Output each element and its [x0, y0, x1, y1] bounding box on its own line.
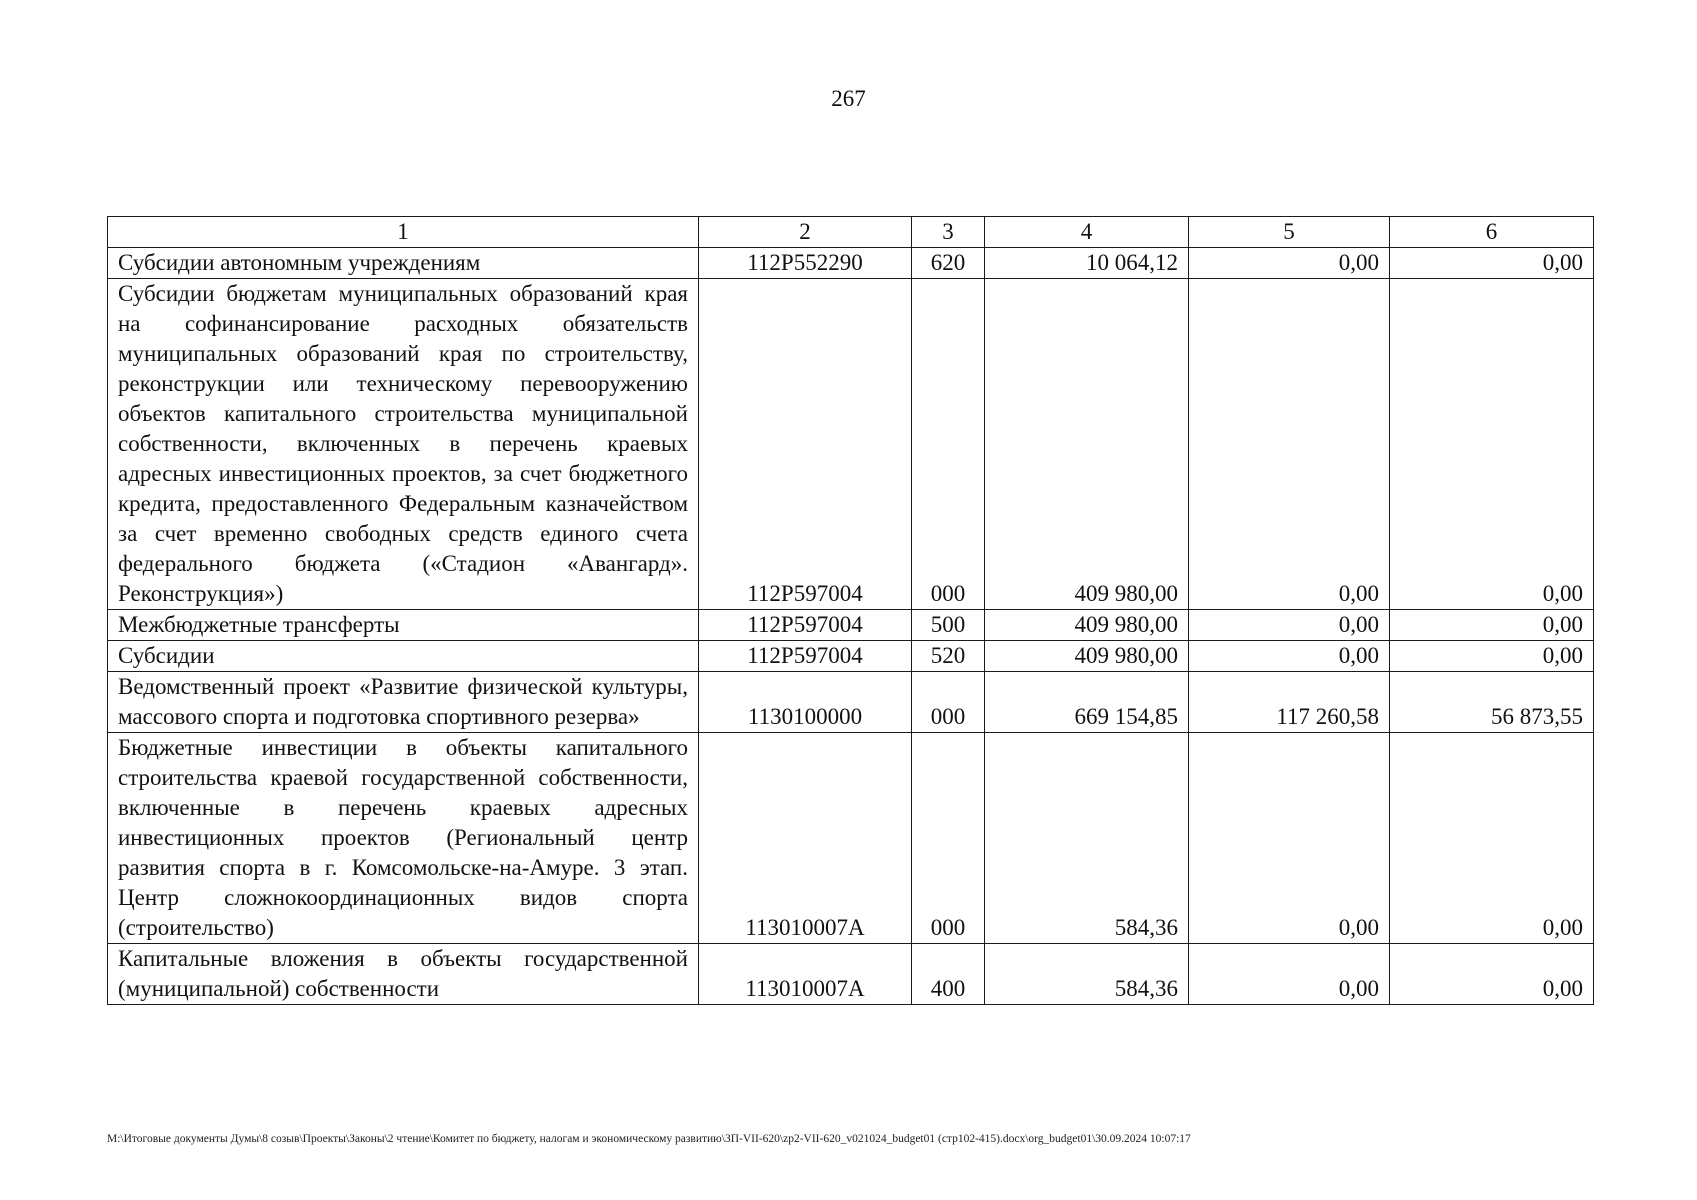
row-type: 400	[912, 944, 985, 1005]
row-name: Межбюджетные трансферты	[108, 610, 699, 641]
row-value-col5: 0,00	[1189, 733, 1390, 944]
column-header: 2	[699, 217, 912, 248]
row-value-col5: 0,00	[1189, 944, 1390, 1005]
row-code: 113010007A	[699, 733, 912, 944]
row-value-col6: 0,00	[1390, 279, 1594, 610]
row-value-col4: 409 980,00	[985, 279, 1189, 610]
row-value-col4: 409 980,00	[985, 610, 1189, 641]
row-code: 112P552290	[699, 248, 912, 279]
row-name: Субсидии бюджетам муниципальных образований края на софинансирование расходных обязательств муниципальных образований края по строительству, реконструкции или техническому перевооружению объектов капитального строительства муниципальной собственности, включенных в перечень краевых адресных инвестиционных проектов, за счет бюджетного кредита, предоставленного Федеральным казначейством за счет временно свободных средств единого счета федерального бюджета («Стадион «Авангард». Реконструкция»)	[108, 279, 699, 610]
footer-file-path: М:\Итоговые документы Думы\8 созыв\Проекты\Законы\2 чтение\Комитет по бюджету, налогам и экономическому развитию\ЗП-VII-620\zp2-VII-620_v021024_budget01 (стр102-415).docx\org_budget01\30.09.2024 10:07:17	[107, 1133, 1191, 1145]
row-value-col6: 0,00	[1390, 610, 1594, 641]
row-value-col4: 10 064,12	[985, 248, 1189, 279]
row-code: 112P597004	[699, 641, 912, 672]
table-row	[108, 672, 1594, 733]
column-header: 4	[985, 217, 1189, 248]
row-value-col6: 0,00	[1390, 641, 1594, 672]
row-value-col6: 56 873,55	[1390, 672, 1594, 733]
column-header: 1	[108, 217, 699, 248]
row-type: 620	[912, 248, 985, 279]
row-name: Бюджетные инвестиции в объекты капитального строительства краевой государственной собственности, включенные в перечень краевых адресных инвестиционных проектов (Региональный центр развития спорта в г. Комсомольске-на-Амуре. 3 этап. Центр сложнокоординационных видов спорта (строительство)	[108, 733, 699, 944]
column-header: 3	[912, 217, 985, 248]
row-name: Ведомственный проект «Развитие физической культуры, массового спорта и подготовка спортивного резерва»	[108, 672, 699, 733]
row-value-col6: 0,00	[1390, 944, 1594, 1005]
row-value-col6: 0,00	[1390, 733, 1594, 944]
table-row	[108, 944, 1594, 1005]
table-row	[108, 279, 1594, 610]
row-type: 520	[912, 641, 985, 672]
table-row	[108, 641, 1594, 672]
row-value-col4: 584,36	[985, 944, 1189, 1005]
row-name: Субсидии автономным учреждениям	[108, 248, 699, 279]
page-number: 267	[831, 86, 866, 111]
column-header: 6	[1390, 217, 1594, 248]
row-value-col4: 409 980,00	[985, 641, 1189, 672]
row-type: 000	[912, 733, 985, 944]
row-value-col4: 669 154,85	[985, 672, 1189, 733]
row-code: 113010007A	[699, 944, 912, 1005]
table-header-row	[108, 217, 1594, 248]
row-type: 000	[912, 672, 985, 733]
row-value-col5: 0,00	[1189, 641, 1390, 672]
row-type: 000	[912, 279, 985, 610]
row-value-col4: 584,36	[985, 733, 1189, 944]
table-row	[108, 248, 1594, 279]
row-code: 112P597004	[699, 610, 912, 641]
row-code: 112P597004	[699, 279, 912, 610]
row-value-col6: 0,00	[1390, 248, 1594, 279]
row-value-col5: 0,00	[1189, 279, 1390, 610]
budget-table	[107, 216, 1594, 1005]
column-header: 5	[1189, 217, 1390, 248]
row-name: Субсидии	[108, 641, 699, 672]
row-type: 500	[912, 610, 985, 641]
row-value-col5: 0,00	[1189, 610, 1390, 641]
row-value-col5: 0,00	[1189, 248, 1390, 279]
row-code: 1130100000	[699, 672, 912, 733]
table-row	[108, 733, 1594, 944]
table-row	[108, 610, 1594, 641]
row-name: Капитальные вложения в объекты государственной (муниципальной) собственности	[108, 944, 699, 1005]
row-value-col5: 117 260,58	[1189, 672, 1390, 733]
